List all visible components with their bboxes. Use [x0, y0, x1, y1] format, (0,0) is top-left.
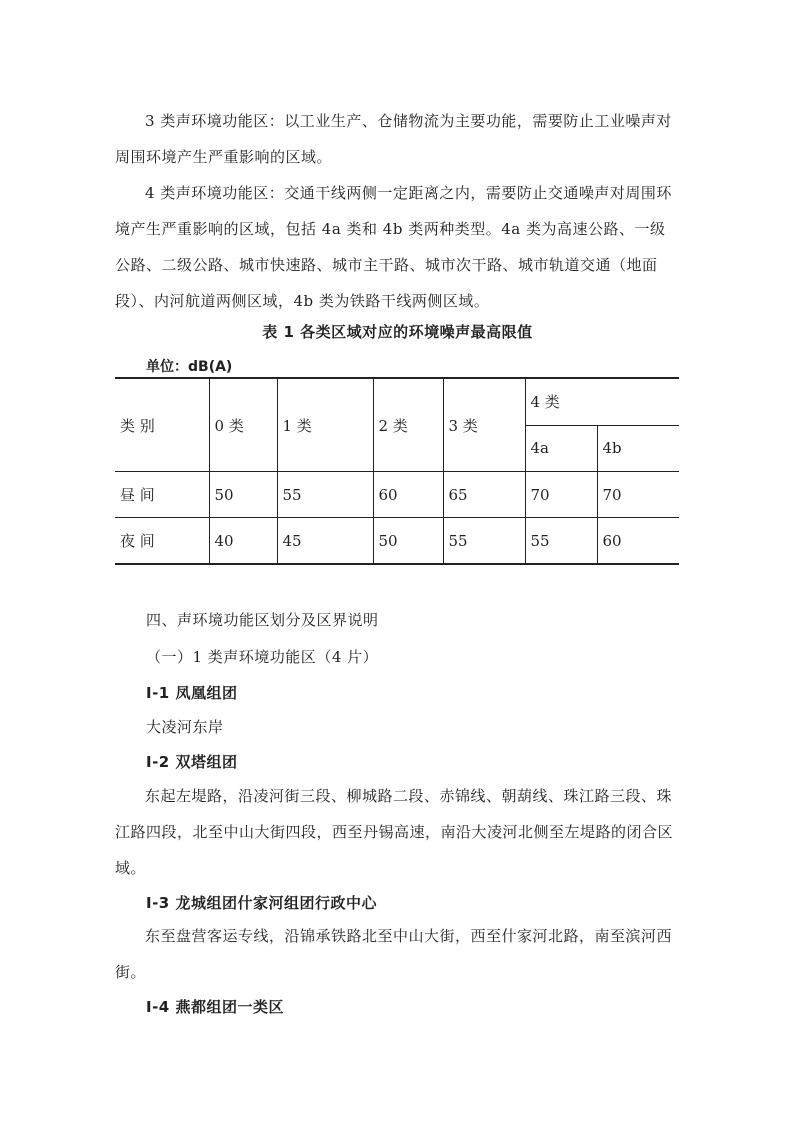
- group-header: 4 类: [525, 378, 679, 425]
- sub-column-header: 4b: [597, 425, 679, 472]
- column-header: 0 类: [209, 378, 277, 472]
- noise-limit-table: [115, 377, 679, 565]
- table-unit: 单位：dB(A): [146, 359, 233, 375]
- section-heading: 四、声环境功能区划分及区界说明: [146, 611, 379, 629]
- column-header: 3 类: [443, 378, 525, 472]
- table-cell: 55: [277, 472, 373, 518]
- paragraph-class3: 3 类声环境功能区：以工业生产、仓储物流为主要功能，需要防止工业噪声对周围环境产生严重影响的区域。: [115, 112, 672, 166]
- item-title: Ⅰ-4 燕都组团一类区: [146, 998, 284, 1016]
- table-cell: 70: [597, 472, 679, 518]
- sub-column-header: 4a: [525, 425, 597, 472]
- table-row: [115, 472, 679, 518]
- table-cell: 65: [443, 472, 525, 518]
- item-desc: 东至盘营客运专线，沿锦承铁路北至中山大街，西至什家河北路，南至滨河西街。: [115, 927, 673, 981]
- table-cell: 60: [373, 472, 443, 518]
- table-cell: 40: [209, 518, 277, 565]
- table-cell: 50: [209, 472, 277, 518]
- paragraph-class4: 4 类声环境功能区：交通干线两侧一定距离之内，需要防止交通噪声对周围环境产生严重影响的区域，包括 4a 类和 4b 类两种类型。4a 类为高速公路、一级公路、二级公路、城市快速路、城市主干路、城市次干路、城市轨道交通（地面段）、内河航道两侧区域，4b 类为铁路干线两侧区域。: [115, 184, 672, 310]
- item-desc: 大凌河东岸: [146, 718, 224, 736]
- item-title: Ⅰ-1 凤凰组团: [146, 684, 238, 702]
- table-cell: 70: [525, 472, 597, 518]
- row-label: 昼 间: [115, 472, 209, 518]
- sub-heading: （一）1 类声环境功能区（4 片）: [146, 648, 379, 666]
- item-title: Ⅰ-2 双塔组团: [146, 753, 238, 771]
- table-cell: 45: [277, 518, 373, 565]
- table-cell: 55: [525, 518, 597, 565]
- table-cell: 55: [443, 518, 525, 565]
- item-title: Ⅰ-3 龙城组团什家河组团行政中心: [146, 894, 377, 912]
- table-row: [115, 518, 679, 565]
- table-cell: 60: [597, 518, 679, 565]
- row-label: 夜 间: [115, 518, 209, 565]
- column-header: 1 类: [277, 378, 373, 472]
- table-cell: 50: [373, 518, 443, 565]
- table-header-row: [115, 378, 679, 425]
- table-title: 表 1 各类区域对应的环境噪声最高限值: [262, 323, 533, 341]
- row-header-cell: 类 别: [115, 378, 209, 472]
- item-desc: 东起左堤路，沿凌河街三段、柳城路二段、赤锦线、朝葫线、珠江路三段、珠江路四段，北至中山大街四段，西至丹锡高速，南沿大凌河北侧至左堤路的闭合区域。: [115, 787, 674, 877]
- column-header: 2 类: [373, 378, 443, 472]
